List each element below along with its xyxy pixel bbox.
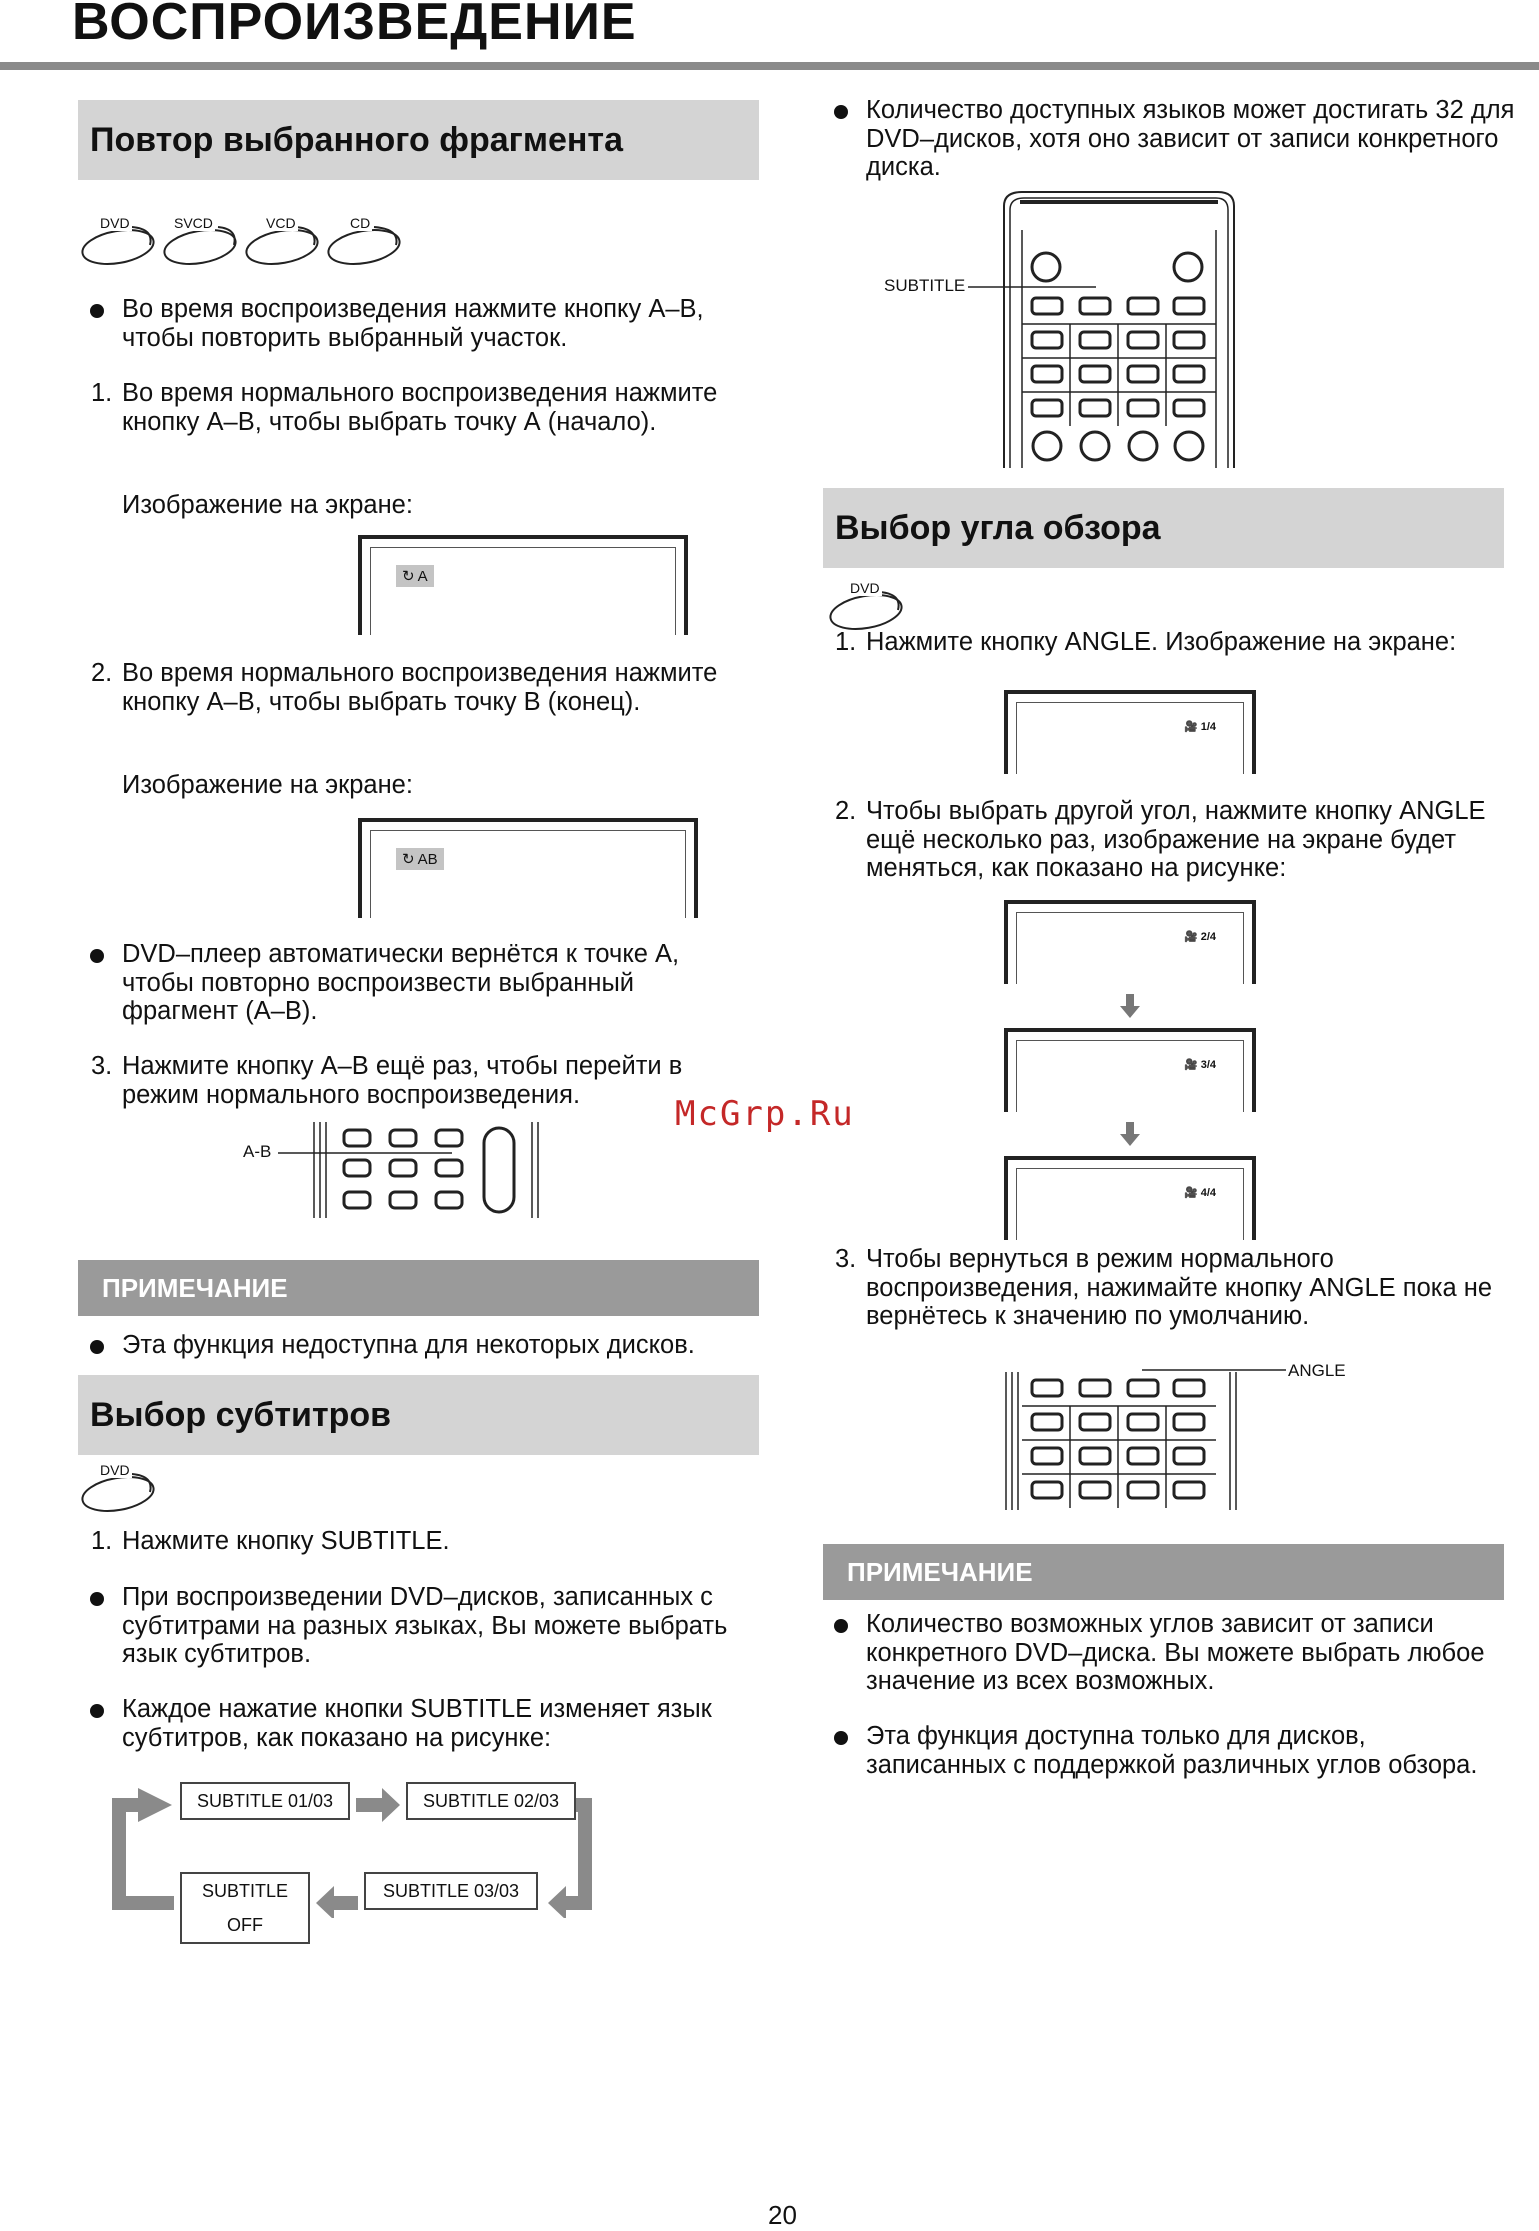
angle-step-2 — [835, 797, 1526, 883]
step-text: Чтобы вернуться в режим нормального воспроизведения, нажимайте кнопку ANGLE пока не вернётесь к значению по умолчанию. — [866, 1245, 1493, 1330]
cd-disc-icon — [326, 215, 400, 259]
disc-label: CD — [350, 215, 371, 231]
dvd-disc-icon — [80, 215, 154, 259]
section-ab-title: Повтор выбранного фрагмента — [78, 100, 759, 180]
disc-label: DVD — [100, 215, 130, 231]
step-number: 3. — [91, 1052, 113, 1080]
screen-caption: Изображение на экране: — [122, 771, 413, 799]
step-text: Чтобы выбрать другой угол, нажмите кнопку ANGLE ещё несколько раз, изображение на экране будет меняться, как показано на рисунке: — [866, 797, 1486, 882]
arrow-down-icon — [1120, 1122, 1140, 1151]
note-1-title: ПРИМЕЧАНИЕ — [78, 1260, 759, 1316]
section-angle-title: Выбор угла обзора — [823, 488, 1504, 568]
remote-ab-diagram — [240, 1120, 550, 1220]
vcd-disc-icon — [244, 215, 318, 259]
dvd-disc-icon — [80, 1462, 154, 1506]
svcd-disc-icon — [162, 215, 236, 259]
arrow-down-icon — [1120, 994, 1140, 1023]
angle-step-1 — [835, 628, 1466, 657]
remote-angle-diagram — [1000, 1360, 1360, 1514]
disc-icons-ab — [80, 215, 420, 267]
step-text: Во время нормального воспроизведения нажмите кнопку A–B, чтобы выбрать точку В (конец). — [122, 659, 718, 716]
tv-screen-angle-2 — [1004, 900, 1256, 984]
ab-intro: Во время воспроизведения нажмите кнопку A–B, чтобы повторить выбранный участок. — [122, 295, 742, 352]
subtitle-box-02: SUBTITLE 02/03 — [406, 1782, 576, 1820]
step-number: 1. — [835, 628, 857, 656]
repeat-icon: ↻ — [402, 568, 415, 585]
osd-angle-3: 🎥 3/4 — [1184, 1058, 1216, 1071]
step-text: Нажмите кнопку A–B ещё раз, чтобы перейти в режим нормального воспроизведения. — [122, 1052, 683, 1109]
osd-ab-a: ↻ A — [396, 565, 434, 587]
angle-step-3 — [835, 1245, 1506, 1331]
section-subtitle-title: Выбор субтитров — [78, 1375, 759, 1455]
osd-angle-4: 🎥 4/4 — [1184, 1186, 1216, 1199]
note-2-bullet-2: Эта функция доступна только для дисков, записанных с поддержкой различных углов обзора. — [866, 1722, 1506, 1779]
camera-icon: 🎥 — [1184, 1059, 1198, 1071]
tv-screen-angle-3 — [1004, 1028, 1256, 1112]
dvd-disc-icon — [828, 580, 902, 624]
osd-angle-1: 🎥 1/4 — [1184, 720, 1216, 733]
page-number: 20 — [768, 2200, 797, 2230]
camera-icon: 🎥 — [1184, 1187, 1198, 1199]
step-number: 2. — [835, 797, 857, 825]
osd-angle-2: 🎥 2/4 — [1184, 930, 1216, 943]
subtitle-step-1 — [91, 1527, 742, 1556]
step-text: Нажмите кнопку SUBTITLE. — [122, 1527, 450, 1555]
subtitle-bullet-1: При воспроизведении DVD–дисков, записанных с субтитрами на разных языках, Вы можете выбрать язык субтитров. — [122, 1583, 762, 1669]
note-2-title: ПРИМЕЧАНИЕ — [823, 1544, 1504, 1600]
ab-auto-return: DVD–плеер автоматически вернётся к точке А, чтобы повторно воспроизвести выбранный фрагмент (А–В). — [122, 940, 752, 1026]
disc-label: DVD — [100, 1462, 130, 1478]
remote-label-subtitle: SUBTITLE — [884, 276, 966, 295]
ab-step-2 — [91, 659, 742, 716]
subtitle-box-off: SUBTITLE OFF — [180, 1872, 310, 1944]
remote-subtitle-diagram — [882, 190, 1242, 470]
step-text: Нажмите кнопку ANGLE. Изображение на экране: — [866, 628, 1457, 656]
step-number: 3. — [835, 1245, 857, 1273]
subtitle-box-03: SUBTITLE 03/03 — [364, 1872, 538, 1910]
subtitle-box-01: SUBTITLE 01/03 — [180, 1782, 350, 1820]
step-number: 2. — [91, 659, 113, 687]
tv-screen-ab — [358, 818, 698, 918]
tv-screen-angle-4 — [1004, 1156, 1256, 1240]
tv-screen-a — [358, 535, 688, 635]
step-text: Во время нормального воспроизведения нажмите кнопку A–B, чтобы выбрать точку А (начало). — [122, 379, 718, 436]
title-rule — [0, 62, 1539, 70]
disc-label: SVCD — [174, 215, 213, 231]
osd-ab-ab: ↻ AB — [396, 848, 444, 870]
step-number: 1. — [91, 1527, 113, 1555]
subtitle-bullet-2: Каждое нажатие кнопки SUBTITLE изменяет язык субтитров, как показано на рисунке: — [122, 1695, 762, 1752]
camera-icon: 🎥 — [1184, 931, 1198, 943]
remote-label-ab: A-B — [243, 1142, 272, 1161]
watermark: McGrp.Ru — [675, 1094, 855, 1134]
note-1-text: Эта функция недоступна для некоторых дисков. — [122, 1331, 762, 1360]
step-number: 1. — [91, 379, 113, 407]
disc-label: DVD — [850, 580, 880, 596]
repeat-icon: ↻ — [402, 851, 415, 868]
disc-label: VCD — [266, 215, 296, 231]
screen-caption: Изображение на экране: — [122, 491, 413, 519]
note-2-bullet-1: Количество возможных углов зависит от записи конкретного DVD–диска. Вы можете выбрать любое значение из всех возможных. — [866, 1610, 1506, 1696]
remote-label-angle: ANGLE — [1288, 1361, 1346, 1380]
subtitle-cycle-diagram — [110, 1778, 650, 1935]
ab-step-3 — [91, 1052, 762, 1109]
tv-screen-angle-1 — [1004, 690, 1256, 774]
camera-icon: 🎥 — [1184, 721, 1198, 733]
subtitle-languages-note: Количество доступных языков может достигать 32 для DVD–дисков, хотя оно зависит от записи конкретного диска. — [866, 96, 1515, 181]
page-title: ВОСПРОИЗВЕДЕНИЕ — [72, 0, 637, 51]
ab-step-1 — [91, 379, 742, 436]
